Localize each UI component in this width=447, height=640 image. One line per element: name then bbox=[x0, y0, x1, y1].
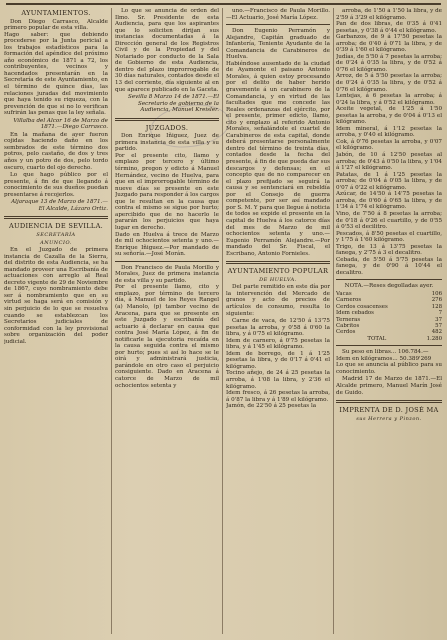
subheading-huelva: DE HUELVA. bbox=[259, 276, 297, 283]
section-divider bbox=[336, 400, 442, 403]
column-divider bbox=[111, 8, 112, 634]
row-value: 106 bbox=[431, 290, 442, 297]
section-heading-audiencia: AUDIENCIA DE SEVILLA. bbox=[8, 222, 104, 231]
notice-paragraph: En la mañana de ayer fueron cojidas haciendo daño en los sembrados de este término dos potros, pelo castaño, de dos y tres años y un potro de dos, pelo tordo oscuro, cuarto del ojo derecho. bbox=[4, 131, 108, 171]
row-value: 128 bbox=[431, 303, 442, 310]
row-value: 37 bbox=[435, 316, 442, 323]
table-title: NOTA.—Reses degolladas ayer. bbox=[344, 283, 434, 290]
notice-paragraph: uno.—Francisco de Paula Morillo.—El Actuario, José María López. bbox=[226, 8, 330, 21]
slaughter-table bbox=[336, 291, 442, 342]
column-divider bbox=[222, 8, 223, 634]
column-4 bbox=[336, 8, 442, 636]
column-divider bbox=[333, 8, 334, 634]
notice-paragraph: Lo que se anuncia de orden del Ilmo. Sr. Presidente de esta Audiencia, para que los aspirantes que lo soliciten dirijan sus instancias documentadas á la Dirección general de los Registros Civil y de la Propiedad y del Notariado por conducto de la Sala de Gobierno de esta Audiencia, dentro del plazo improrrogable de 30 días naturales, contados desde el 13 del corriente, día siguiente al en que aparece publicado en la Gaceta. bbox=[115, 8, 219, 93]
notice-divider bbox=[115, 261, 219, 262]
row-value: 276 bbox=[431, 297, 442, 304]
total-value: 1.280 bbox=[426, 335, 442, 342]
subheading-secretaria: SECRETARÍA bbox=[36, 231, 76, 238]
row-label: Cerdos cosacenses bbox=[336, 303, 388, 310]
notice-signature: Villalba del Alcor 16 de Marzo de 1871.—Diego Carrasco. bbox=[13, 117, 108, 131]
notice-paragraph: En el Juzgado de primera instancia de Cazalla de la Sierra, del distrito de esta Audiencia, se ha mandado proveer una Escribanía de actuaciones con arreglo al Real decreto vigente de 29 de Noviembre de 1867, cuyo nombramiento debe ser á nombramiento que en su virtud se haga será en comisión y sin perjuicio de lo que se resuelva cuando se establezcan los Secretarios judiciales de conformidad con la ley provisional sobre organización del poder judicial. bbox=[4, 247, 108, 345]
notice-divider bbox=[226, 24, 330, 25]
top-rule bbox=[6, 3, 441, 5]
price-list: Carne de vaca, de 12'50 á 13'75 pesetas la arroba, y 0'58 á 0'60 la libra, y á 0'75 el kilógramo. Idem de carnero, á 0'75 pesetas la libra, y á 1'45 el kilógramo. Idem de borrego, de 1 á 1'25 pesetas la libra, y de 0'17 á 0'41 el kilógramo. Tocino añejo, de 24 á 25 pesetas la arroba, á 1'08 la libra, y 2'36 el kilógramo. Idem fresco, á 26 pesetas la arroba, á 0'87 la libra y á 1'89 el kilógramo. Jamón, de 22'50 á 25 pesetas la bbox=[226, 318, 330, 410]
table-total-row bbox=[336, 336, 442, 342]
notice-divider bbox=[336, 345, 442, 346]
row-label: Vacas bbox=[336, 290, 352, 297]
price-list: arroba, de 1'50 á 1'50 la libra, y de 2'59 á 3'29 el kilógramo. Pan de dos libras, de 0'35 á 0'41 pesetas, y 0'38 á 0'44 el kilógramo. Garbanzos, de 9 á 17'50 pesetas la arroba; de 0'40 á 0'71 la libra, y de 0'39 á 1'60 el kilógramo. Judías, de 5'50 á 7 pesetas la arroba; de 0'24 á 0'35 la libra, y de 0'52 á 0'76 el kilógramo. Arroz, de 5 á 5'50 pesetas la arroba; de 0'24 á 0'35 la libra, y de 0'52 á 0'76 el kilógramo. Lentejas, á 6 pesetas la arroba; á 0'24 la libra, y á 0'52 el kilógramo. Aceite vegetal, de 1'25 á 1'50 pesetas la arroba, y de 0'04 á 0'13 el kilógramo. Idem mineral, á 1'12 pesetas la arroba, y 0'40 el kilógramo. Cok, á 0'76 pesetas la arroba, y 0'07 el kilógramo. Jabón, de 10 á 12'50 pesetas al arroba; de 0'43 á 0'50 la libra, y 1'04 á 1'27 el kilógramo. Patatas, de 1 á 1'25 pesetas la arroba; de 0'04 á 0'05 la libra, y de 0'07 á 0'22 el kilógramo. Azúcar, de 14'50 á 14'75 pesetas la arroba, de 0'60 á 0'65 la libra, y de 1'34 á 1'74 el kilógramo. Vino, de 7'50 á 8 pesetas la arroba; de 0'18 á 0'26 el cuartillo, y de 0'55 á 0'53 el decilitro. Pescados, á 8'50 pesetas el cuartillo, y 1'75 á 1'60 kilógramo. Trigo, de 13 á 13'75 pesetas la fanega, y 2'75 á 3 el decalitro. Cebada, de 5'50 á 5'75 pesetas la fanega, y de 0'90 á 10'44 el decalitro. bbox=[336, 8, 442, 276]
row-label: Cerdos bbox=[336, 329, 356, 336]
notice-paragraph: Su peso en libras... 106.784.— Idem en kilógramos... 50.389'269 Lo que se anuncia al público para su conocimiento. bbox=[336, 349, 442, 375]
notice-paragraph: Del parte remitido en este día por la intervención del Mercado de granos y acto de precios de artículos de consumo, resulta lo siguiente: bbox=[226, 284, 330, 317]
row-label: Cabritos bbox=[336, 323, 360, 329]
row-value: 482 bbox=[431, 329, 442, 336]
section-divider bbox=[226, 261, 330, 264]
row-value: 7 bbox=[438, 310, 442, 317]
column-1 bbox=[4, 8, 108, 636]
notice-paragraph: Don Francisco de Paula Morillo y Morales, Juez de primera instancia de esta villa y su partido. Por el presente llamo, cito y emplazo, por término de tercero día, á Manuel de los Reyes Rangel (a) Manolo, (p) tambor vecino de Aracena, para que se presente en este Juzgado y escribanía del actuario á declarar en causa que contra José María López, á fin de notificarle la ejecutoria recaída en la causa seguida contra el mismo por hurto; pues si así lo hace se le oirá y administrará justicia, parándole en otro caso el perjuicio consiguiente. Dado en Aracena á catorce de Marzo de mil ochocientos setenta y bbox=[115, 264, 219, 389]
subheading-anuncio: ANUNCIO. bbox=[40, 239, 72, 246]
row-label: Idem cebados bbox=[336, 310, 374, 317]
section-heading-ayuntamientos: AYUNTAMIENTOS. bbox=[21, 9, 91, 17]
row-value: 57 bbox=[435, 323, 442, 329]
column-2 bbox=[115, 8, 219, 636]
total-label: TOTAL bbox=[367, 335, 387, 342]
notice-paragraph: Don Enrique Iñiguez, Juez de primera instancia de esta villa y su partido. Por el presente cito, llamo y emplazo por tercero y último término, pregon y edicto á Manuel Hernández, vecino de Huelva, para que en el improrrogable término de nueve días se presente en este Juzgado para responder á los cargos que le resultan en la causa que contra el mismo se sigue por hurto; apercibido que de no hacerlo le pararán los perjuicios que haya lugar en derecho. Dado en Huelva á trece de Marzo de mil ochocientos setenta y uno.—Enrique Iñiguez.—Por mandado de su señoría.—José Morán. bbox=[115, 133, 219, 258]
column-3 bbox=[226, 8, 330, 636]
notice-paragraph: Lo que hago público por el presente, á fin de que llegando á conocimiento de sus dueños puedan presentarse á recojerlos. bbox=[4, 172, 108, 198]
printer-imprint-cont: sus Herrera y Pinzon. bbox=[356, 415, 422, 422]
notice-signature: Sevilla 8 Marzo 14 de 1871.—El Secretario de gobierno de la Audiencia, Manuel Kreisler. bbox=[128, 94, 219, 114]
notice-signature: Aljaraque 13 de Marzo de 1871.—El Alcalde, Lázaro Ortiz. bbox=[11, 199, 108, 212]
row-label: Carneros bbox=[336, 297, 362, 304]
notice-signature: Madrid 17 de Marzo de 1871.—El Alcalde primero, Manuel Marín José de Guido. bbox=[336, 376, 442, 396]
notice-paragraph: Don Diego Carrasco, Alcalde primero popular de esta villa. Hago saber: que debiendo procederse por la Junta pericial a los trabajos estadísticos para la formación del apéndice del próximo año económico de 1871 a 72, los contribuyentes, vecinos y hacendados presentarán en la Secretaría de este Ayuntamiento, en el término de quince días, las relaciones juradas del movimiento que haya tenido su riqueza, con la prevención de que si no lo verifican sufrirán las penas que la ley señala. bbox=[4, 18, 108, 117]
section-heading-ayuntamiento-popular: AYUNTAMIENTO POPULAR bbox=[227, 267, 329, 276]
notice-divider bbox=[336, 279, 442, 280]
section-heading-juzgados: JUZGADOS. bbox=[145, 123, 189, 132]
section-divider bbox=[4, 216, 108, 219]
printer-imprint: IMPRENTA DE D. JOSÉ MA bbox=[339, 406, 439, 415]
notice-paragraph: Don Eugenio Perramón y Alejandre, Capitán graduado de Infantería, Teniente Ayudante de la Comandancia de Carabineros de Huelva. Habiéndose ausentado de la ciudad de Ayamonte el paisano Antonio Morales, á quien estoy procesando por el delito de haber herido gravemente á un carabinero de la Comandancia, y en virtud de las facultades que me concede las Reales ordenanzas del ejército, por el presente, primer edicto, llamo, cito y emplazo al referido Antonio Morales, señalándole el cuartel de Carabineros de esta capital, donde deberá presentarse personalmente dentro del término de treinta días, contados desde la fecha del presente, á fin de que pueda dar sus descargos y defensas; en el concepto que de no comparecer en el plazo prefijado se seguirá la causa y se sentenciará en rebeldía por el Consejo de guerra competente, por ser así mandado por S. M. Y para que llegue á noticia de todos se expide el presente en la capital de Huelva á los catorce días del mes de Marzo de mil ochocientos setenta y uno.—Eugenio Perramón Alejandre.—Por mandado del Sr. Fiscal, el Escribano, Antonio Fornieles. bbox=[226, 28, 330, 257]
row-label: Terneras bbox=[336, 316, 361, 323]
